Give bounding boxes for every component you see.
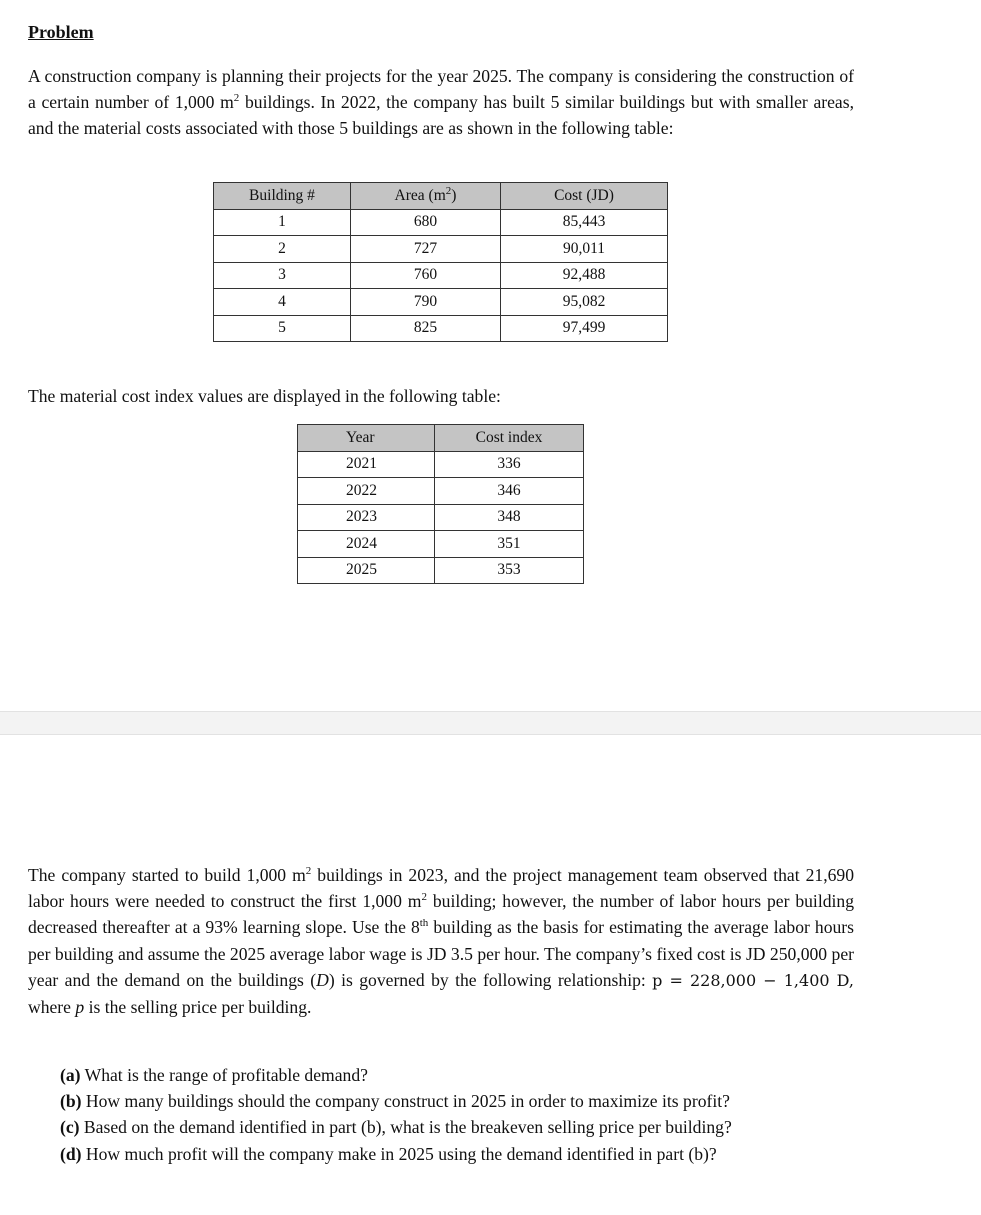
question-b: (b) How many buildings should the company construct in 2025 in order to maximize its profit? bbox=[60, 1091, 730, 1112]
body-paragraph: The company started to build 1,000 $m^2$ buildings in 2023, and the project management team observed that 21,690 labor hours were needed to construct the first 1,000 $m^2$ building; however, the number of labor hours per building decreased thereafter at a 93% learning slope. Use the 8th building as the basis for estimating the average labor hours per building and assume the 2025 average labor wage is JD 3.5 per hour. The company’s fixed cost is JD 250,000 per year and the demand on the buildings (D) is governed by the following relationship: p = 228,000 − 1,400 D, where p is the selling price per building. bbox=[28, 865, 855, 1018]
header-cost: Cost (JD) bbox=[501, 183, 668, 210]
building-cost-table bbox=[213, 182, 668, 342]
question-list bbox=[60, 1062, 880, 1167]
demand-variable: D bbox=[316, 969, 329, 990]
table-row: 3 760 92,488 bbox=[214, 262, 668, 289]
table-row: 2022 346 bbox=[298, 478, 584, 505]
table-header-row bbox=[214, 183, 668, 210]
table-row: 2021 336 bbox=[298, 451, 584, 478]
table-row: 2023 348 bbox=[298, 504, 584, 531]
header-year: Year bbox=[298, 425, 435, 452]
header-building: Building # bbox=[214, 183, 351, 210]
intro-paragraph bbox=[28, 63, 854, 142]
intro-text-2: buildings. In 2022, the company has built 5 similar buildings but with smaller areas, and the material costs associated with those 5 buildings are as shown in the following table: bbox=[28, 92, 854, 139]
problem-heading: Problem bbox=[28, 22, 94, 42]
intro-text-1: A construction company is planning their projects for the year 2025. The company is considering the construction of a certain number of 1,000 m bbox=[28, 66, 854, 113]
table-row: 2 727 90,011 bbox=[214, 236, 668, 263]
intro-superscript: 2 bbox=[233, 92, 240, 105]
table-row: 4 790 95,082 bbox=[214, 289, 668, 316]
question-d: (d) How much profit will the company make in 2025 using the demand identified in part (b)? bbox=[60, 1143, 717, 1164]
table-row: 1 680 85,443 bbox=[214, 209, 668, 236]
cost-index-table bbox=[297, 424, 584, 584]
table-row: 2024 351 bbox=[298, 531, 584, 558]
table-header-row bbox=[298, 425, 584, 452]
header-area: Area $(m^2)$ bbox=[351, 183, 501, 210]
page-divider bbox=[0, 711, 981, 735]
price-variable: p bbox=[75, 997, 85, 1018]
index-intro: The material cost index values are displayed in the following table: bbox=[28, 386, 501, 406]
question-a: (a) What is the range of profitable demand? bbox=[60, 1065, 368, 1085]
table-row: 2025 353 bbox=[298, 557, 584, 584]
table-row: 5 825 97,499 bbox=[214, 315, 668, 342]
header-cost-index: Cost index bbox=[435, 425, 584, 452]
question-c: (c) Based on the demand identified in part (b), what is the breakeven selling price per building? bbox=[60, 1117, 732, 1138]
demand-equation: p = 228,000 − 1,400 D, bbox=[652, 970, 854, 990]
